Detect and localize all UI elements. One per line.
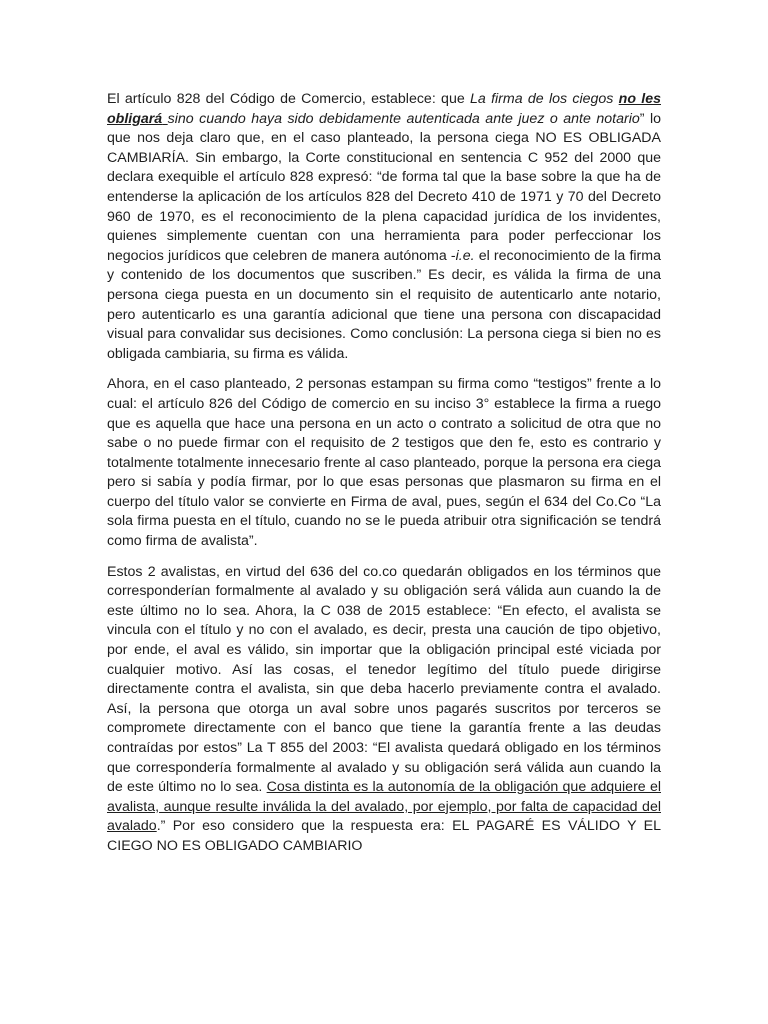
text-segment: Ahora, en el caso planteado, 2 personas estampan su firma como “testigos” frente a lo cual: el artículo 826 del Código de comercio en su inciso 3° establece la firma a ruego que es aquella que hace una persona en un acto o contrato a solicitud de otra que no sabe o no puede firmar con el requisito de 2 testigos que den fe, esto es contrario y totalmente totalmente innecesario frente al caso planteado, porque la persona era ciega pero si sabía y podía firmar, por lo que esas personas que plasmaron su firma en el cuerpo del título valor se convierte en Firma de aval, pues, según el 634 del Co.Co “La sola firma puesta en el título, cuando no se le pueda atribuir otra significación se tendrá como firma de avalista”. <box>107 376 661 550</box>
text-segment: ” lo que nos deja claro que, en el caso planteado, la persona ciega NO ES OBLIGADA CAMBIARÍA. Sin embargo, la Corte constitucional en sentencia C 952 del 2000 que declara exequible el artículo 828 expresó: “de forma tal que la base sobre la que ha de entenderse la aplicación de los artículos 828 del Decreto 410 de 1971 y 70 del Decreto 960 de 1970, es el reconocimiento de la plena capacidad jurídica de los invidentes, quienes simplemente cuentan con una herramienta para poder perfeccionar los negocios jurídicos que celebren de manera autónoma - <box>107 110 661 264</box>
paragraph-testigos <box>107 375 661 551</box>
text-segment: el reconocimiento de la firma y contenido de los documentos que suscriben.” Es decir, es válida la firma de una persona ciega puesta en un documento sin el requisito de autenticarlo ante notario, pero autenticarlo es una garantía adicional que tiene una persona con discapacidad visual para convalidar sus decisiones. Como conclusión: La persona ciega si bien no es obligada cambiaria, su firma es válida. <box>107 247 661 362</box>
text-segment: El artículo 828 del Código de Comercio, establece: que <box>107 91 471 107</box>
text-segment-underlined: Cosa distinta es la autonomía de la obligación que adquiere el avalista, aunque resulte inválida la del avalado, por ejemplo, por falta de capacidad del avalado <box>107 779 661 835</box>
text-segment-emphasis: no les obligará <box>107 91 661 127</box>
text-segment-italic: sino cuando haya sido debidamente autenticada ante juez o ante notario <box>167 110 640 127</box>
text-segment-italic: La firma de los ciegos <box>470 91 619 107</box>
paragraph-avalistas <box>107 563 661 857</box>
text-segment-italic: i.e. <box>455 247 475 264</box>
document-page <box>107 90 661 857</box>
paragraph-article-828 <box>107 90 661 364</box>
text-segment: .” Por eso considero que la respuesta era: EL PAGARÉ ES VÁLIDO Y EL CIEGO NO ES OBLIGADO CAMBIARIO <box>107 818 661 854</box>
text-segment: Estos 2 avalistas, en virtud del 636 del co.co quedarán obligados en los términos que corresponderían formalmente al avalado y su obligación será válida aun cuando la de este último no lo sea. Ahora, la C 038 de 2015 establece: “En efecto, el avalista se vincula con el título y no con el avalado, es decir, presta una caución de tipo objetivo, por ende, el aval es válido, sin importar que la obligación principal esté viciada por cualquier motivo. Así las cosas, el tenedor legítimo del título puede dirigirse directamente contra el avalista, sin que deba hacerlo previamente contra el avalado. Así, la persona que otorga un aval sobre unos pagarés suscritos por terceros se compromete directamente con el banco que tiene la garantía frente a las deudas contraídas por estos” La T 855 del 2003: “El avalista quedará obligado en los términos que correspondería formalmente al avalado y su obligación será válida aun cuando la de este último no lo sea. <box>107 563 661 796</box>
